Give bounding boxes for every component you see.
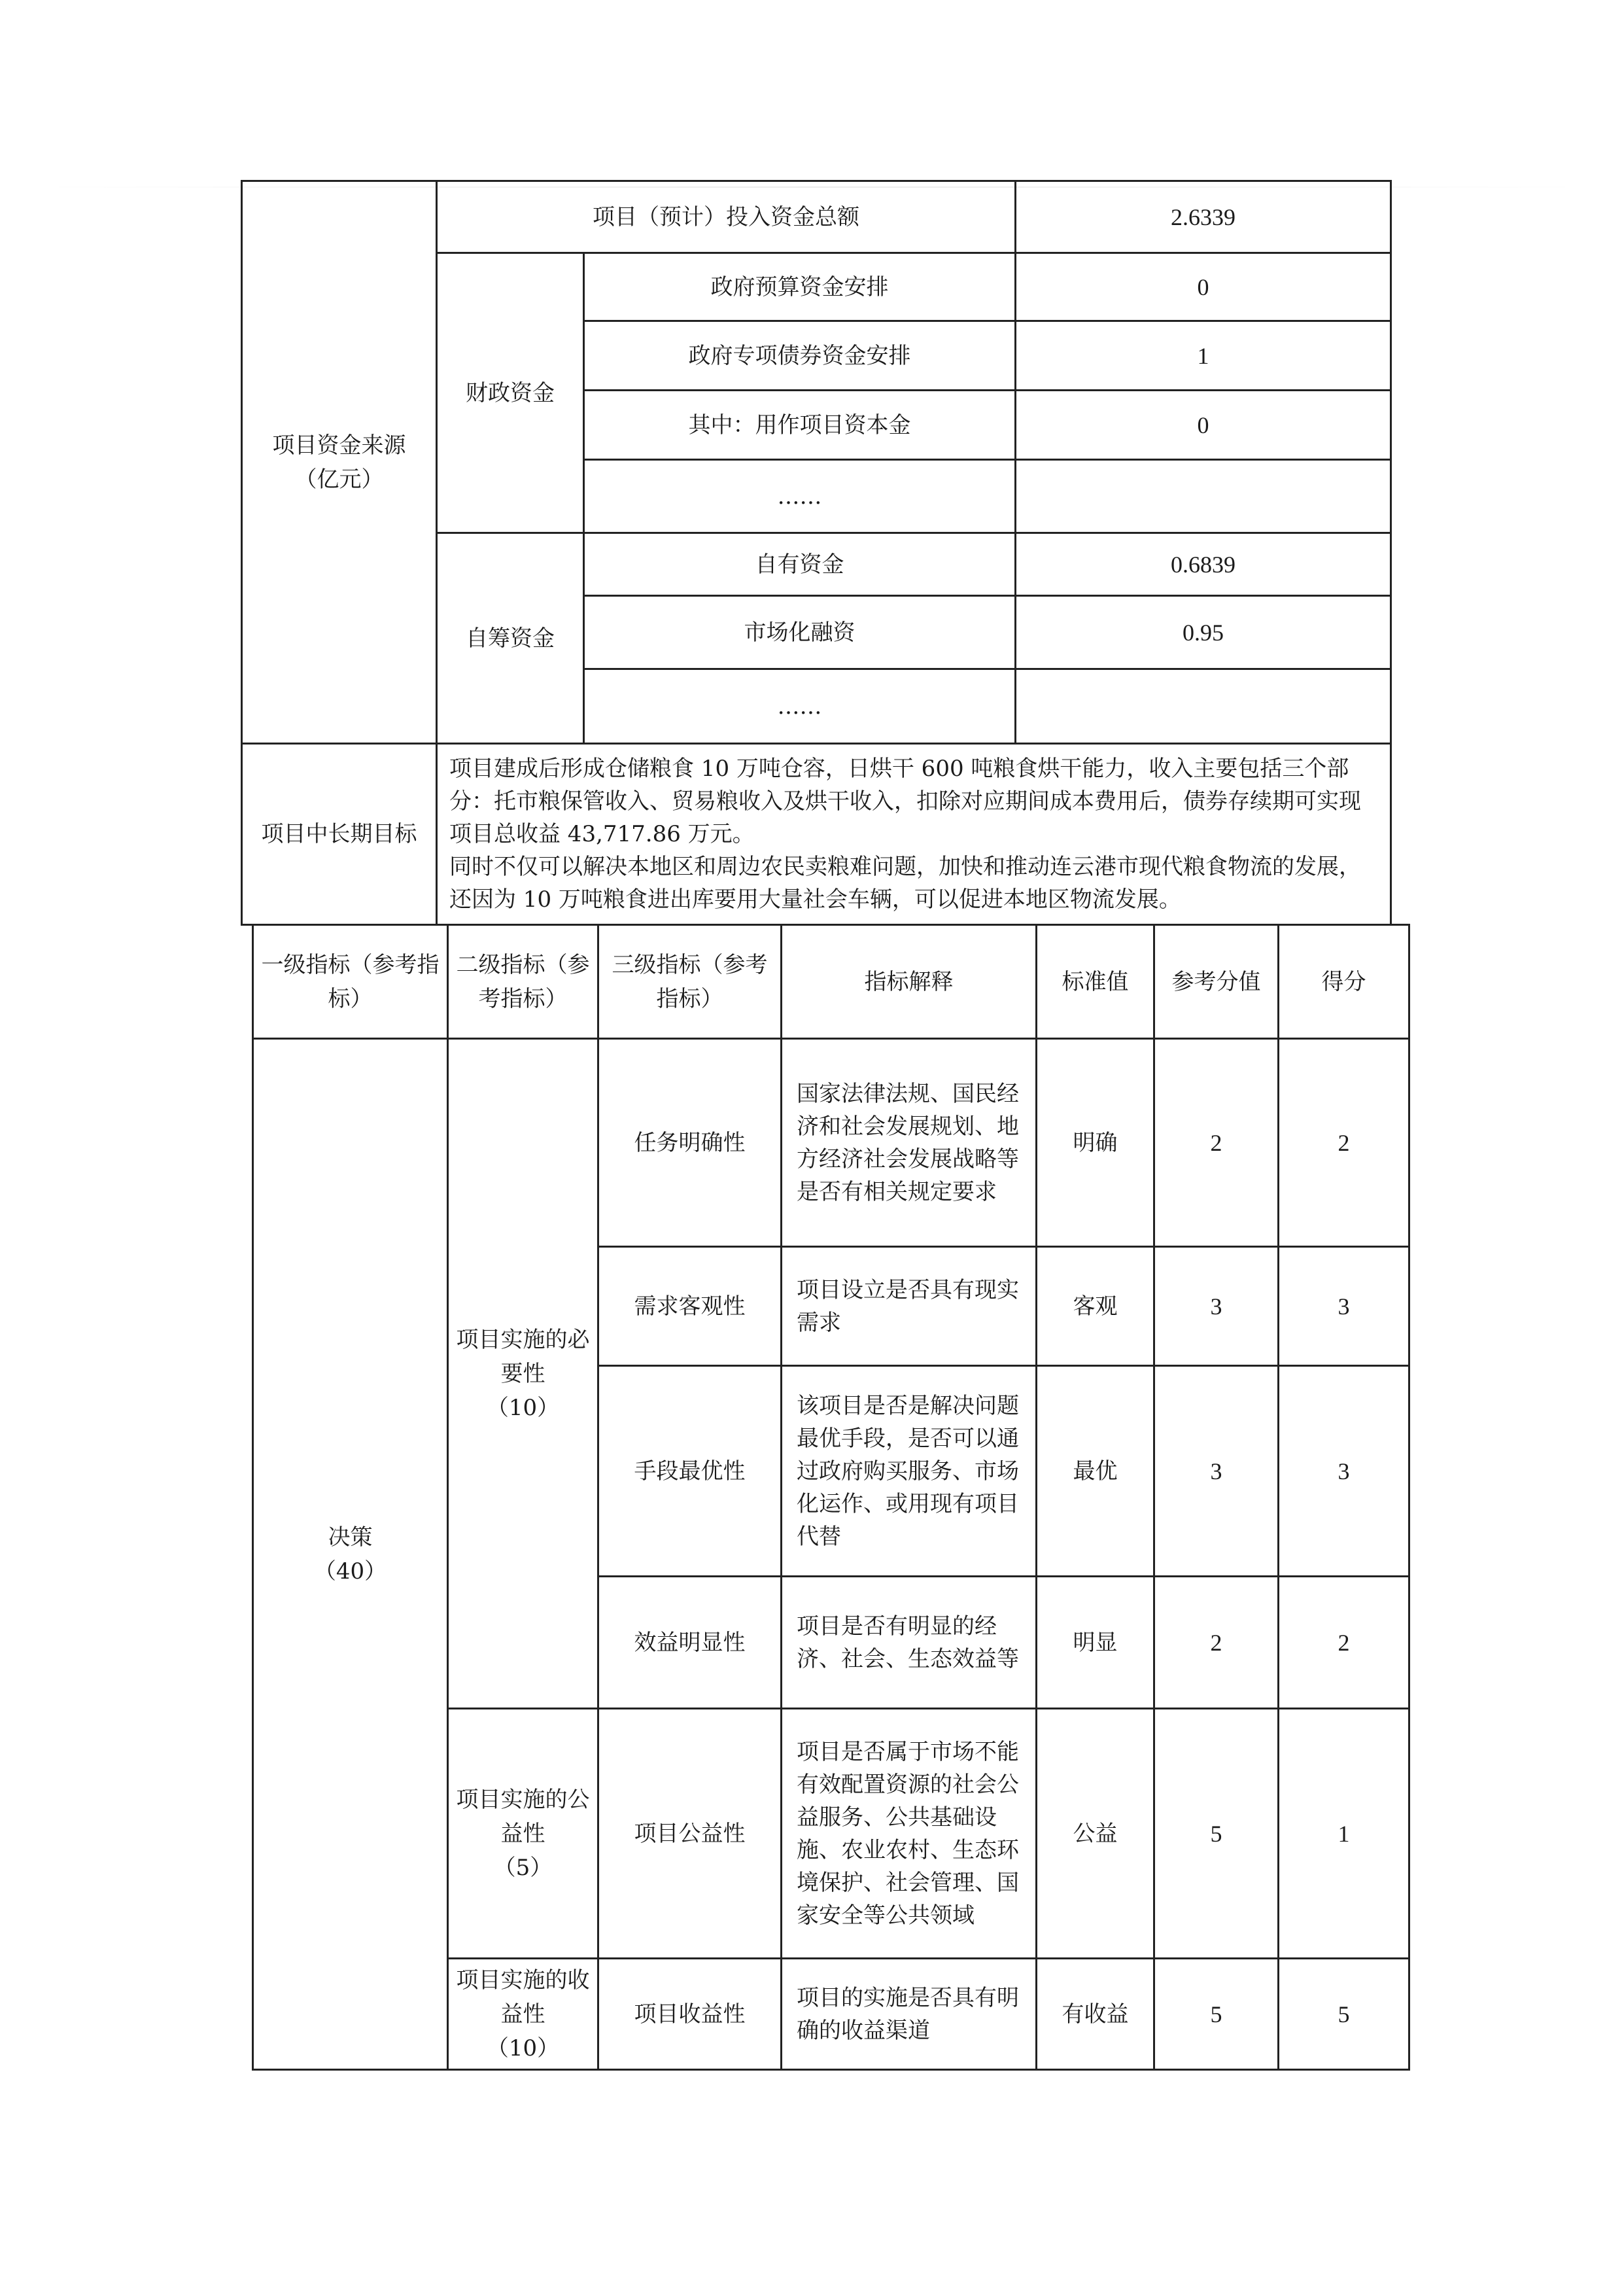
- indicator-explanation: 项目设立是否具有现实需求: [782, 1247, 1037, 1366]
- fiscal-funds-label: 财政资金: [437, 253, 584, 533]
- level1-score: （40）: [313, 1558, 387, 1585]
- header-level3: 三级指标（参考指标）: [598, 925, 782, 1039]
- self-row-value: [1016, 669, 1391, 744]
- level3-name: 手段最优性: [598, 1366, 782, 1577]
- self-row-label: 自有资金: [584, 533, 1016, 596]
- goals-content: [437, 744, 1391, 925]
- self-row-label: 市场化融资: [584, 596, 1016, 669]
- level2-name: 项目实施的公益性: [456, 1786, 590, 1847]
- standard-value: 有收益: [1037, 1959, 1154, 2070]
- score: 1: [1279, 1709, 1409, 1959]
- level2-score: （5）: [493, 1854, 553, 1881]
- funding-source-label: 项目资金来源: [272, 432, 406, 459]
- self-raised-funds-label: 自筹资金: [437, 533, 584, 744]
- score: 3: [1279, 1247, 1409, 1366]
- fiscal-row-value: 0: [1016, 253, 1391, 321]
- fiscal-row-label: 政府预算资金安排: [584, 253, 1016, 321]
- fiscal-row-label: ……: [584, 460, 1016, 533]
- fiscal-row-value: [1016, 460, 1391, 533]
- level2-name: 项目实施的必要性: [456, 1326, 590, 1387]
- standard-value: 明显: [1037, 1577, 1154, 1709]
- funding-source-table: [241, 180, 1392, 745]
- level3-name: 需求客观性: [598, 1247, 782, 1366]
- level2-public-welfare-cell: [448, 1709, 598, 1959]
- level1-decision-cell: [253, 1039, 448, 2070]
- header-score: 得分: [1279, 925, 1409, 1039]
- fiscal-row-label: 其中：用作项目资本金: [584, 391, 1016, 460]
- level2-revenue-cell: [448, 1959, 598, 2070]
- reference-score: 5: [1154, 1709, 1279, 1959]
- score: 5: [1279, 1959, 1409, 2070]
- goals-label: 项目中长期目标: [242, 744, 437, 925]
- indicator-table: [252, 924, 1410, 2071]
- reference-score: 3: [1154, 1366, 1279, 1577]
- total-investment-value: 2.6339: [1016, 181, 1391, 253]
- header-reference-score: 参考分值: [1154, 925, 1279, 1039]
- level3-name: 任务明确性: [598, 1039, 782, 1247]
- reference-score: 2: [1154, 1577, 1279, 1709]
- level2-necessity-cell: [448, 1039, 598, 1709]
- reference-score: 5: [1154, 1959, 1279, 2070]
- reference-score: 3: [1154, 1247, 1279, 1366]
- level3-name: 项目公益性: [598, 1709, 782, 1959]
- total-investment-label: 项目（预计）投入资金总额: [437, 181, 1016, 253]
- goals-paragraph: 同时不仅可以解决本地区和周边农民卖粮难问题，加快和推动连云港市现代粮食物流的发展，还因为 10 万吨粮食进出库要用大量社会车辆，可以促进本地区物流发展。: [449, 854, 1361, 913]
- goals-table: [241, 743, 1392, 926]
- funding-source-label-cell: [242, 181, 437, 744]
- header-level1: 一级指标（参考指标）: [253, 925, 448, 1039]
- fiscal-row-label: 政府专项债券资金安排: [584, 321, 1016, 391]
- standard-value: 公益: [1037, 1709, 1154, 1959]
- table-row: [253, 1039, 1409, 1247]
- standard-value: 最优: [1037, 1366, 1154, 1577]
- goals-paragraph: 项目建成后形成仓储粮食 10 万吨仓容，日烘干 600 吨粮食烘干能力，收入主要包括三个部分：托市粮保管收入、贸易粮收入及烘干收入，扣除对应期间成本费用后，债券存续期可实现项目总收益 43,717.86 万元。: [449, 756, 1361, 847]
- self-row-value: 0.95: [1016, 596, 1391, 669]
- standard-value: 明确: [1037, 1039, 1154, 1247]
- level3-name: 效益明显性: [598, 1577, 782, 1709]
- self-row-value: 0.6839: [1016, 533, 1391, 596]
- indicator-explanation: 项目的实施是否具有明确的收益渠道: [782, 1959, 1037, 2070]
- header-explanation: 指标解释: [782, 925, 1037, 1039]
- level2-score: （10）: [486, 1394, 560, 1421]
- indicator-explanation: 该项目是否是解决问题最优手段，是否可以通过政府购买服务、市场化运作、或用现有项目代替: [782, 1366, 1037, 1577]
- indicator-header-row: [253, 925, 1409, 1039]
- level2-name: 项目实施的收益性: [456, 1967, 590, 2027]
- fiscal-row-value: 0: [1016, 391, 1391, 460]
- standard-value: 客观: [1037, 1247, 1154, 1366]
- reference-score: 2: [1154, 1039, 1279, 1247]
- header-standard: 标准值: [1037, 925, 1154, 1039]
- score: 2: [1279, 1577, 1409, 1709]
- level2-score: （10）: [486, 2035, 560, 2061]
- indicator-explanation: 国家法律法规、国民经济和社会发展规划、地方经济社会发展战略等是否有相关规定要求: [782, 1039, 1037, 1247]
- funding-unit-label: （亿元）: [294, 466, 384, 493]
- score: 2: [1279, 1039, 1409, 1247]
- header-level2: 二级指标（参考指标）: [448, 925, 598, 1039]
- level3-name: 项目收益性: [598, 1959, 782, 2070]
- indicator-explanation: 项目是否有明显的经济、社会、生态效益等: [782, 1577, 1037, 1709]
- indicator-explanation: 项目是否属于市场不能有效配置资源的社会公益服务、公共基础设施、农业农村、生态环境保护、社会管理、国家安全等公共领域: [782, 1709, 1037, 1959]
- fiscal-row-value: 1: [1016, 321, 1391, 391]
- score: 3: [1279, 1366, 1409, 1577]
- level1-name: 决策: [328, 1524, 373, 1550]
- self-row-label: ……: [584, 669, 1016, 744]
